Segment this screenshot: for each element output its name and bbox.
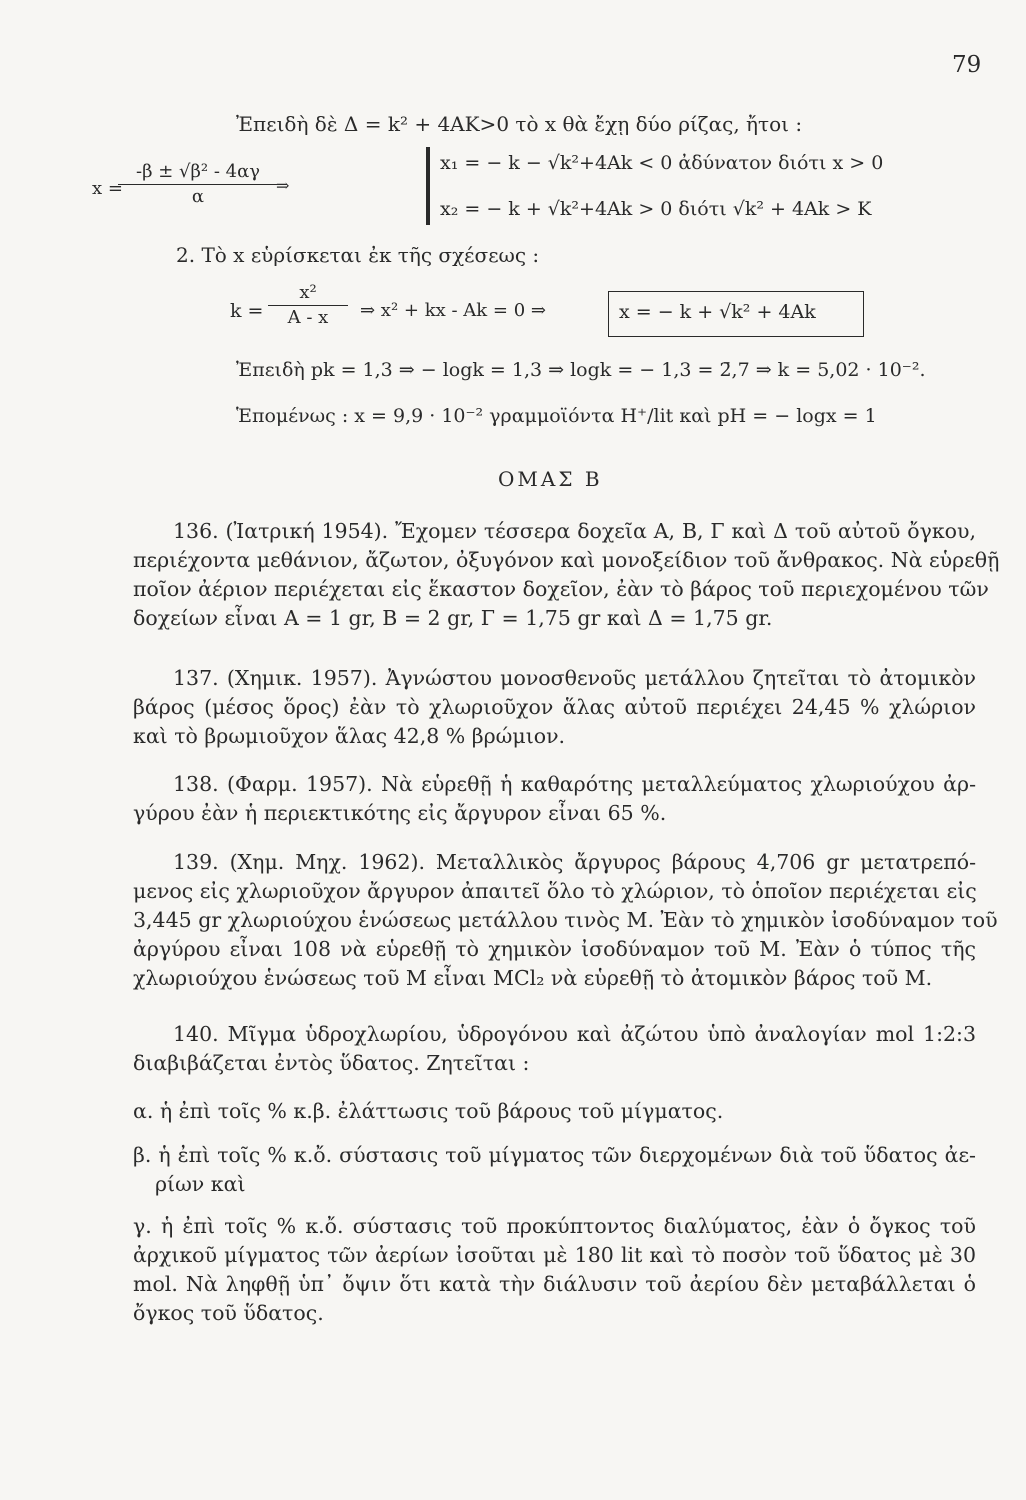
- root-x2: x₂ = − k + √k²+4Ak > 0 διότι √k² + 4Ak > K: [440, 198, 872, 220]
- section-heading: ΟΜΑΣ Β: [498, 467, 603, 491]
- quadratic-equation: ⇒ x² + kx - Ak = 0 ⇒: [360, 300, 546, 321]
- problem-line: 137. (Χημικ. 1957). Ἀγνώστου μονοσθενοῦς μετάλλου ζητεῖται τὸ ἀτομικὸν: [173, 666, 976, 690]
- problem-line: μενος εἰς χλωριοῦχον ἄργυρον ἀπαιτεῖ ὅλο τὸ χλώριον, τὸ ὁποῖον περιέχεται εἰς: [133, 879, 977, 903]
- problem-line: καὶ τὸ βρωμιοῦχον ἅλας 42,8 % βρώμιον.: [133, 724, 566, 748]
- intro-line: Ἐπειδὴ δὲ Δ = k² + 4ΑΚ>0 τὸ x θὰ ἔχῃ δύο ρίζας, ἤτοι :: [236, 112, 803, 136]
- problem-line: ρίων καὶ: [155, 1172, 246, 1196]
- problem-line: γύρου ἐὰν ἡ περιεκτικότης εἰς ἄργυρον εἶναι 65 %.: [133, 801, 667, 825]
- quadratic-fraction: [118, 160, 278, 209]
- k-fraction-numerator: x²: [299, 282, 317, 303]
- problem-line: ἀρχικοῦ μίγματος τῶν ἀερίων ἰσοῦται μὲ 180 lit καὶ τὸ ποσὸν τοῦ ὕδατος μὲ 30: [133, 1243, 976, 1267]
- problem-140-b: [133, 1141, 976, 1199]
- problem-line: 3,445 gr χλωριούχου ἑνώσεως μετάλλου τινὸς Μ. Ἐὰν τὸ χημικὸν ἰσοδύναμον τοῦ: [133, 908, 998, 932]
- boxed-formula: x = − k + √k² + 4Ak: [619, 301, 816, 323]
- problem-140-c: [133, 1212, 976, 1328]
- problem-line: γ. ἡ ἐπὶ τοῖς % κ.ὄ. σύστασις τοῦ προκύπτοντος διαλύματος, ἐὰν ὁ ὄγκος τοῦ: [133, 1214, 976, 1238]
- problem-140: [133, 1020, 976, 1078]
- ph-line: Ἐπειδὴ pk = 1,3 ⇒ − logk = 1,3 ⇒ logk = − 1,3 = 2̄,7 ⇒ k = 5,02 · 10⁻².: [236, 359, 926, 381]
- problem-line: βάρος (μέσος ὅρος) ἐὰν τὸ χλωριοῦχον ἅλας αὐτοῦ περιέχει 24,45 % χλώριον: [133, 695, 976, 719]
- brace-bar: [426, 147, 430, 225]
- x-equals: x =: [92, 178, 123, 199]
- problem-line: διαβιβάζεται ἐντὸς ὕδατος. Ζητεῖται :: [133, 1051, 530, 1075]
- problem-line: ὄγκος τοῦ ὕδατος.: [133, 1301, 324, 1325]
- result-line: Ἑπομένως : x = 9,9 · 10⁻² γραμμοϊόντα H⁺/lit καὶ pH = − logx = 1: [236, 405, 877, 427]
- root-x1: x₁ = − k − √k²+4Ak < 0 ἀδύνατον διότι x > 0: [440, 152, 884, 174]
- page-number: 79: [952, 52, 982, 78]
- problem-line: 139. (Χημ. Μηχ. 1962). Μεταλλικὸς ἄργυρος βάρους 4,706 gr μετατρεπό-: [173, 850, 976, 874]
- problem-139: [133, 848, 998, 993]
- problem-line: β. ἡ ἐπὶ τοῖς % κ.ὄ. σύστασις τοῦ μίγματος τῶν διερχομένων διὰ τοῦ ὕδατος ἀε-: [133, 1143, 976, 1167]
- problem-137: [133, 664, 976, 751]
- implies-arrow: ⇒: [276, 176, 290, 195]
- item2-title: 2. Τὸ x εὑρίσκεται ἐκ τῆς σχέσεως :: [176, 243, 540, 267]
- problem-line: χλωριούχου ἑνώσεως τοῦ Μ εἶναι MCl₂ νὰ εὑρεθῇ τὸ ἀτομικὸν βάρος τοῦ Μ.: [133, 966, 933, 990]
- k-equals: k =: [230, 300, 264, 322]
- problem-line: δοχείων εἶναι Α = 1 gr, Β = 2 gr, Γ = 1,75 gr καὶ Δ = 1,75 gr.: [133, 606, 773, 630]
- problem-line: ἀργύρου εἶναι 108 νὰ εὑρεθῇ τὸ χημικὸν ἰσοδύναμον τοῦ Μ. Ἐὰν ὁ τύπος τῆς: [133, 937, 976, 961]
- problem-136: [133, 517, 1000, 633]
- problem-line: ποῖον ἀέριον περιέχεται εἰς ἕκαστον δοχεῖον, ἐὰν τὸ βάρος τοῦ περιεχομένου τῶν: [133, 577, 989, 601]
- problem-line: 140. Μῖγμα ὑδροχλωρίου, ὑδρογόνου καὶ ἀζώτου ὑπὸ ἀναλογίαν mol 1:2:3: [173, 1022, 976, 1046]
- problem-line: 136. (Ἰατρική 1954). Ἔχομεν τέσσερα δοχεῖα Α, Β, Γ καὶ Δ τοῦ αὐτοῦ ὄγκου,: [173, 519, 976, 543]
- problem-line: 138. (Φαρμ. 1957). Νὰ εὑρεθῇ ἡ καθαρότης μεταλλεύματος χλωριούχου ἀρ-: [173, 772, 976, 796]
- fraction-numerator: -β ± √β² - 4αγ: [136, 161, 260, 182]
- problem-line: α. ἡ ἐπὶ τοῖς % κ.β. ἐλάττωσις τοῦ βάρους τοῦ μίγματος.: [133, 1099, 724, 1123]
- problem-line: mol. Νὰ ληφθῇ ὑπ᾽ ὄψιν ὅτι κατὰ τὴν διάλυσιν τοῦ ἀερίου δὲν μεταβάλλεται ὁ: [133, 1272, 976, 1296]
- boxed-result: [608, 291, 864, 337]
- k-fraction-denominator: A - x: [287, 307, 329, 328]
- k-fraction: [268, 281, 348, 330]
- problem-line: περιέχοντα μεθάνιον, ἄζωτον, ὀξυγόνον καὶ μονοξείδιον τοῦ ἄνθρακος. Νὰ εὑρεθῇ: [133, 548, 1000, 572]
- fraction-denominator: α: [191, 186, 205, 207]
- problem-138: [133, 770, 976, 828]
- problem-140-a: [133, 1097, 976, 1126]
